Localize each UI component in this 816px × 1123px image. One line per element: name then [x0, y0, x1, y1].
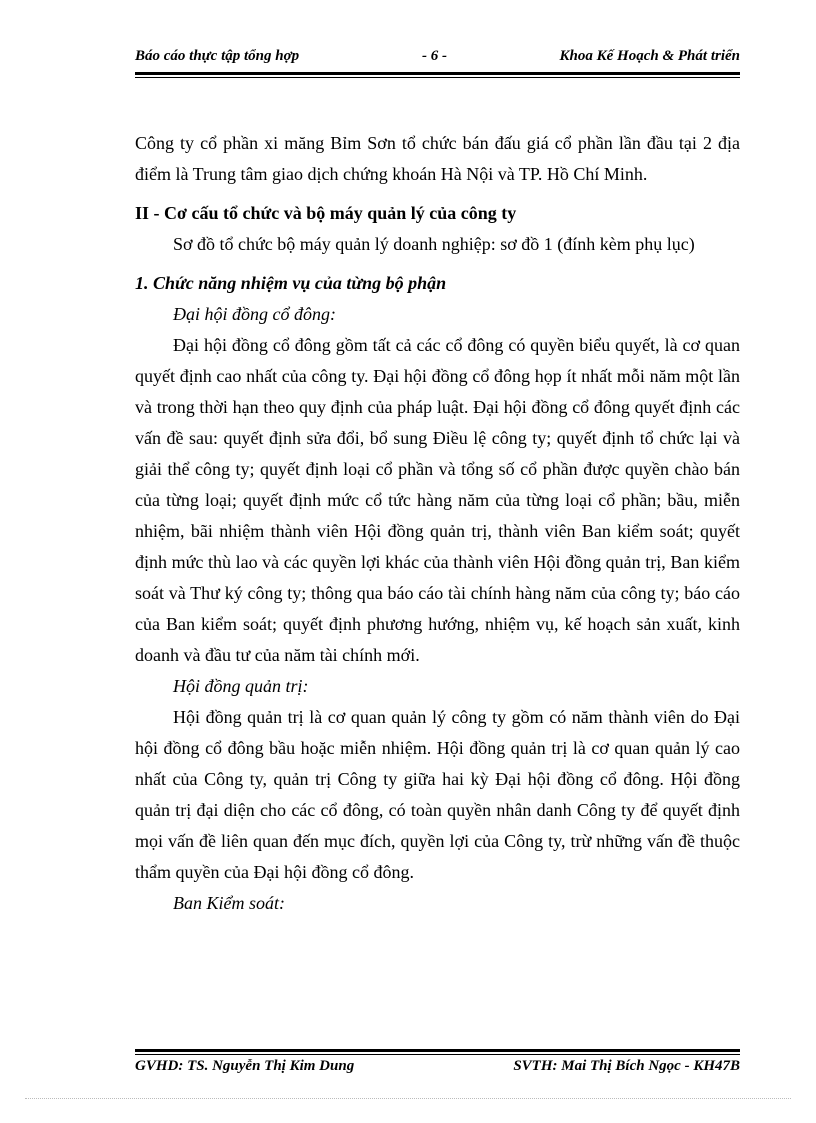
label-shareholders-meeting: Đại hội đồng cổ đông: [173, 304, 336, 324]
section-heading: II - Cơ cấu tổ chức và bộ máy quản lý của công ty [135, 203, 517, 223]
section-text: Sơ đồ tổ chức bộ máy quản lý doanh nghiệp: sơ đồ 1 (đính kèm phụ lục) [173, 234, 695, 254]
header-rule-thin [135, 77, 740, 78]
page-edge-dotted-line [25, 1098, 791, 1099]
page-body [135, 128, 740, 919]
page-header [135, 48, 740, 70]
subsection-heading: 1. Chức năng nhiệm vụ của từng bộ phận [135, 273, 447, 293]
page-number: - 6 - [422, 48, 447, 64]
paragraph-shareholders-meeting: Đại hội đồng cổ đông gồm tất cả các cổ đông có quyền biểu quyết, là cơ quan quyết định cao nhất của công ty. Đại hội đồng cổ đông họp ít nhất mỗi năm một lần và trong thời hạn theo quy định của pháp luật. Đại hội đồng cổ đông quyết định các vấn đề sau: quyết định sửa đổi, bổ sung Điều lệ công ty; quyết định tổ chức lại và giải thể công ty; quyết định loại cổ phần và tổng số cổ phần được quyền chào bán của từng loại; quyết định mức cổ tức hàng năm của từng loại cổ phần; bầu, miễn nhiệm, bãi nhiệm thành viên Hội đồng quản trị, thành viên Ban kiểm soát; quyết định mức thù lao và các quyền lợi khác của thành viên Hội đồng quản trị, Ban kiểm soát và Thư ký công ty; thông qua báo cáo tài chính hàng năm của công ty; báo cáo của Ban kiểm soát; quyết định phương hướng, nhiệm vụ, kế hoạch sản xuất, kinh doanh và đầu tư của năm tài chính mới. [135, 335, 740, 665]
footer-rule-thin [135, 1054, 740, 1055]
label-board-of-directors: Hội đồng quản trị: [173, 676, 309, 696]
header-faculty: Khoa Kế Hoạch & Phát triển [559, 48, 740, 64]
header-rule-thick [135, 72, 740, 75]
header-report-title: Báo cáo thực tập tổng hợp [135, 48, 300, 64]
intro-paragraph: Công ty cổ phần xi măng Bỉm Sơn tổ chức bán đấu giá cổ phần lần đầu tại 2 địa điểm là Trung tâm giao dịch chứng khoán Hà Nội và TP. Hồ Chí Minh. [135, 133, 740, 184]
paragraph-board-of-directors: Hội đồng quản trị là cơ quan quản lý công ty gồm có năm thành viên do Đại hội đồng cổ đông bầu hoặc miễn nhiệm. Hội đồng quản trị là cơ quan quản lý cao nhất của Công ty, quản trị Công ty giữa hai kỳ Đại hội đồng cổ đông. Hội đồng quản trị đại diện cho các cổ đông, có toàn quyền nhân danh Công ty để quyết định mọi vấn đề liên quan đến mục đích, quyền lợi của Công ty, trừ những vấn đề thuộc thẩm quyền của Đại hội đồng cổ đông. [135, 707, 740, 882]
footer-student: SVTH: Mai Thị Bích Ngọc - KH47B [513, 1058, 740, 1074]
label-supervisory-board: Ban Kiểm soát: [173, 893, 285, 913]
footer-rule-thick [135, 1049, 740, 1052]
page-footer [135, 1058, 740, 1080]
footer-supervisor: GVHD: TS. Nguyễn Thị Kim Dung [135, 1058, 355, 1074]
